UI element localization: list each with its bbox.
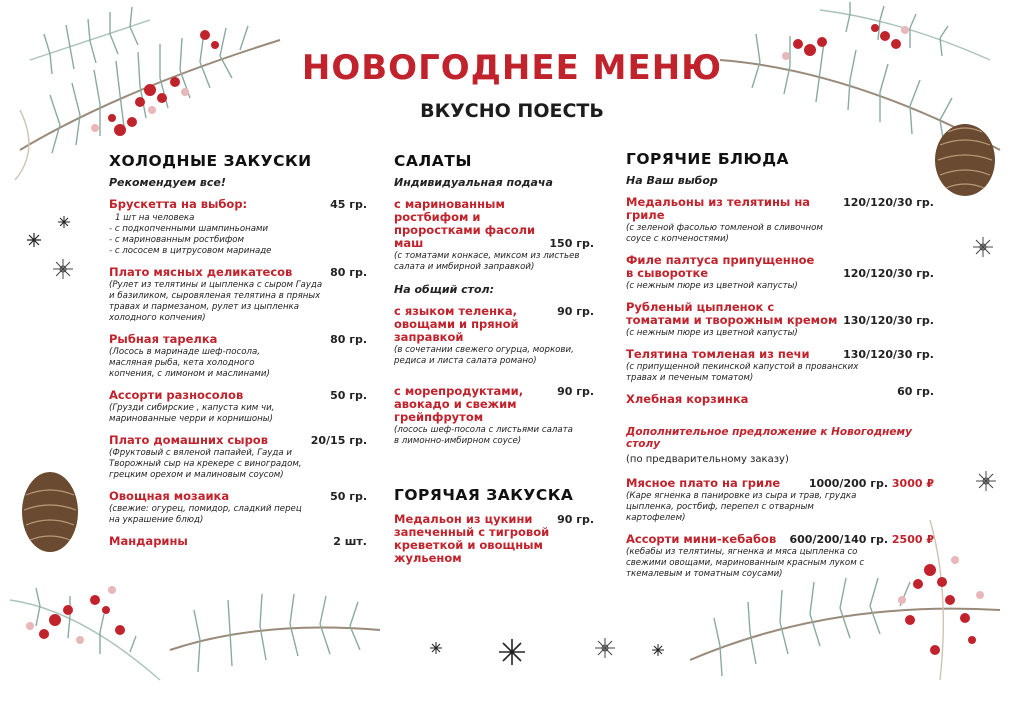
menu-item — [626, 196, 934, 245]
item-price: 90 гр. — [557, 513, 594, 526]
section-note: Индивидуальная подача — [394, 176, 553, 189]
snowflake-icon — [497, 637, 527, 667]
menu-item — [394, 198, 594, 273]
menu-item — [109, 333, 367, 380]
snowflake-icon — [26, 232, 42, 248]
item-description: (с нежным пюре из цветной капусты) — [626, 328, 798, 338]
item-name: Хлебная корзинка — [626, 392, 749, 406]
item-price: 90 гр. — [557, 305, 594, 318]
item-price: 20/15 гр. — [310, 434, 367, 447]
menu-item — [109, 490, 367, 526]
item-name: Ассорти мини-кебабов — [626, 532, 777, 546]
item-weight: 600/200/140 гр. — [789, 533, 889, 546]
item-cost: 2500 ₽ — [891, 533, 934, 546]
section-heading: ГОРЯЧИЕ БЛЮДА — [626, 150, 790, 168]
item-description: (кебабы из телятины, ягненка и мяса цыпленка со свежими овощами, маринованным красным луком с ткемалевым и томатным соусами) — [626, 547, 865, 579]
section-note: На общий стол: — [394, 283, 495, 296]
menu-item — [626, 385, 934, 406]
item-price: 80 гр. — [330, 266, 367, 279]
hot-dishes-section — [626, 150, 934, 580]
snowflake-icon — [58, 216, 70, 228]
item-price: 2 шт. — [333, 535, 367, 548]
item-name: Рубленый цыпленок с томатами и творожным кремом — [626, 300, 838, 327]
item-description: (Грузди сибирские , капуста ким чи, маринованные черри и корнишоны) — [109, 403, 275, 424]
item-name: с морепродуктами, авокадо и свежим грейпфрутом — [394, 384, 524, 424]
salads-section — [394, 152, 594, 447]
section-heading: ХОЛОДНЫЕ ЗАКУСКИ — [109, 152, 312, 170]
section-heading: САЛАТЫ — [394, 152, 472, 170]
menu-item — [394, 513, 594, 565]
snowflake-icon — [52, 258, 74, 280]
snowflake-icon — [972, 236, 994, 258]
menu-title: НОВОГОДНЕЕ МЕНЮ — [301, 48, 723, 88]
pine-cone-bottom-left-icon — [22, 472, 78, 552]
menu-item — [109, 434, 367, 481]
item-name: Телятина томленая из печи — [626, 347, 810, 361]
item-description: (Лосось в маринаде шеф-посола, масляная рыба, кета холодного копчения, с лимоном и маслинами) — [109, 347, 270, 379]
item-line: - с маринованным ростбифом — [109, 235, 244, 245]
menu-item — [626, 254, 934, 292]
item-price: 130/120/30 гр. — [843, 314, 934, 327]
extra-offer-note: Дополнительное предложение к Новогоднему столу — [626, 426, 912, 450]
item-cost: 3000 ₽ — [891, 477, 934, 490]
menu-item — [109, 198, 367, 257]
extra-offer-subnote: (по предварительному заказу) — [626, 454, 789, 465]
item-price: 130/120/30 гр. — [843, 348, 934, 361]
snowflake-icon — [975, 470, 997, 492]
cold-snacks-section — [109, 152, 367, 548]
menu-item — [394, 385, 594, 447]
menu-item — [109, 389, 367, 425]
section-note: На Ваш выбор — [626, 174, 718, 187]
item-price: 50 гр. — [330, 490, 367, 503]
section-note: Рекомендуем все! — [109, 176, 226, 189]
item-price: 150 гр. — [549, 237, 594, 250]
hot-snack-section — [394, 486, 594, 565]
item-name: Мясное плато на гриле — [626, 476, 781, 490]
item-description: (с зеленой фасолью томленой в сливочном соусе с копченостями) — [626, 223, 823, 244]
item-line: - с подкопченными шампиньонами — [109, 224, 269, 234]
item-description: (свежие: огурец, помидор, сладкий перец на украшение блюд) — [109, 504, 302, 525]
snowflake-icon — [652, 644, 664, 656]
item-description: (с нежным пюре из цветной капусты) — [626, 281, 798, 291]
item-name: Брускетта на выбор: — [109, 197, 248, 211]
item-description: (Каре ягненка в панировке из сыра и трав, грудка цыпленка, ростбиф, перепел с отварным картофелем) — [626, 491, 857, 523]
menu-subtitle: ВКУСНО ПОЕСТЬ — [420, 100, 604, 122]
item-price: 60 гр. — [897, 385, 934, 398]
item-description: (Рулет из телятины и цыпленка с сыром Гауда и базиликом, сыровяленая телятина в пряных травах и пармезаном, рулет из цыпленка холодного копчения) — [109, 280, 323, 323]
menu-item — [109, 266, 367, 324]
item-price: 80 гр. — [330, 333, 367, 346]
item-description: (Фруктовый с вяленой папайей, Гауда и Творожный сыр на крекере с виноградом, грецким орехом и малиновым соусом) — [109, 448, 302, 480]
item-line: 1 шт на человека — [115, 213, 195, 223]
item-description: (лосось шеф-посола с листьями салата в лимонно-имбирном соусе) — [394, 425, 573, 446]
item-name: Плато домашних сыров — [109, 433, 268, 447]
item-name: Плато мясных деликатесов — [109, 265, 293, 279]
item-line: - с лососем в цитрусовом маринаде — [109, 246, 272, 256]
item-name: Филе палтуса припущенное в сыворотке — [626, 253, 815, 280]
snowflake-icon — [594, 637, 616, 659]
menu-item — [626, 348, 934, 384]
item-description: (в сочетании свежего огурца, моркови, редиса и листа салата романо) — [394, 345, 574, 366]
item-price: 90 гр. — [557, 385, 594, 398]
menu-item — [394, 305, 594, 367]
section-heading: ГОРЯЧАЯ ЗАКУСКА — [394, 486, 574, 504]
snowflake-icon — [430, 642, 442, 654]
item-description: (с припущенной пекинской капустой в прованских травах и печеным томатом) — [626, 362, 859, 383]
item-weight: 1000/200 гр. — [808, 477, 889, 490]
item-price: 45 гр. — [330, 198, 367, 211]
item-price: 120/120/30 гр. — [843, 196, 934, 209]
menu-item — [626, 533, 934, 580]
menu-item — [626, 301, 934, 339]
item-name: с маринованным ростбифом и проростками фасоли маш — [394, 197, 536, 250]
item-price: 50 гр. — [330, 389, 367, 402]
item-name: Ассорти разносолов — [109, 388, 244, 402]
item-price: 120/120/30 гр. — [843, 267, 934, 280]
menu-item — [109, 535, 367, 548]
item-name: Мандарины — [109, 534, 188, 548]
menu-item — [626, 477, 934, 524]
item-name: Овощная мозаика — [109, 489, 230, 503]
item-description: (с томатами конкасе, миксом из листьев салата и имбирной заправкой) — [394, 251, 580, 272]
item-name: Рыбная тарелка — [109, 332, 218, 346]
item-name: Медальоны из телятины на гриле — [626, 195, 811, 222]
item-name: Медальон из цукини запеченный с тигровой креветкой и овощным жульеном — [394, 512, 550, 565]
item-name: с языком теленка, овощами и пряной заправкой — [394, 304, 519, 344]
pine-cone-top-right-icon — [935, 124, 995, 196]
